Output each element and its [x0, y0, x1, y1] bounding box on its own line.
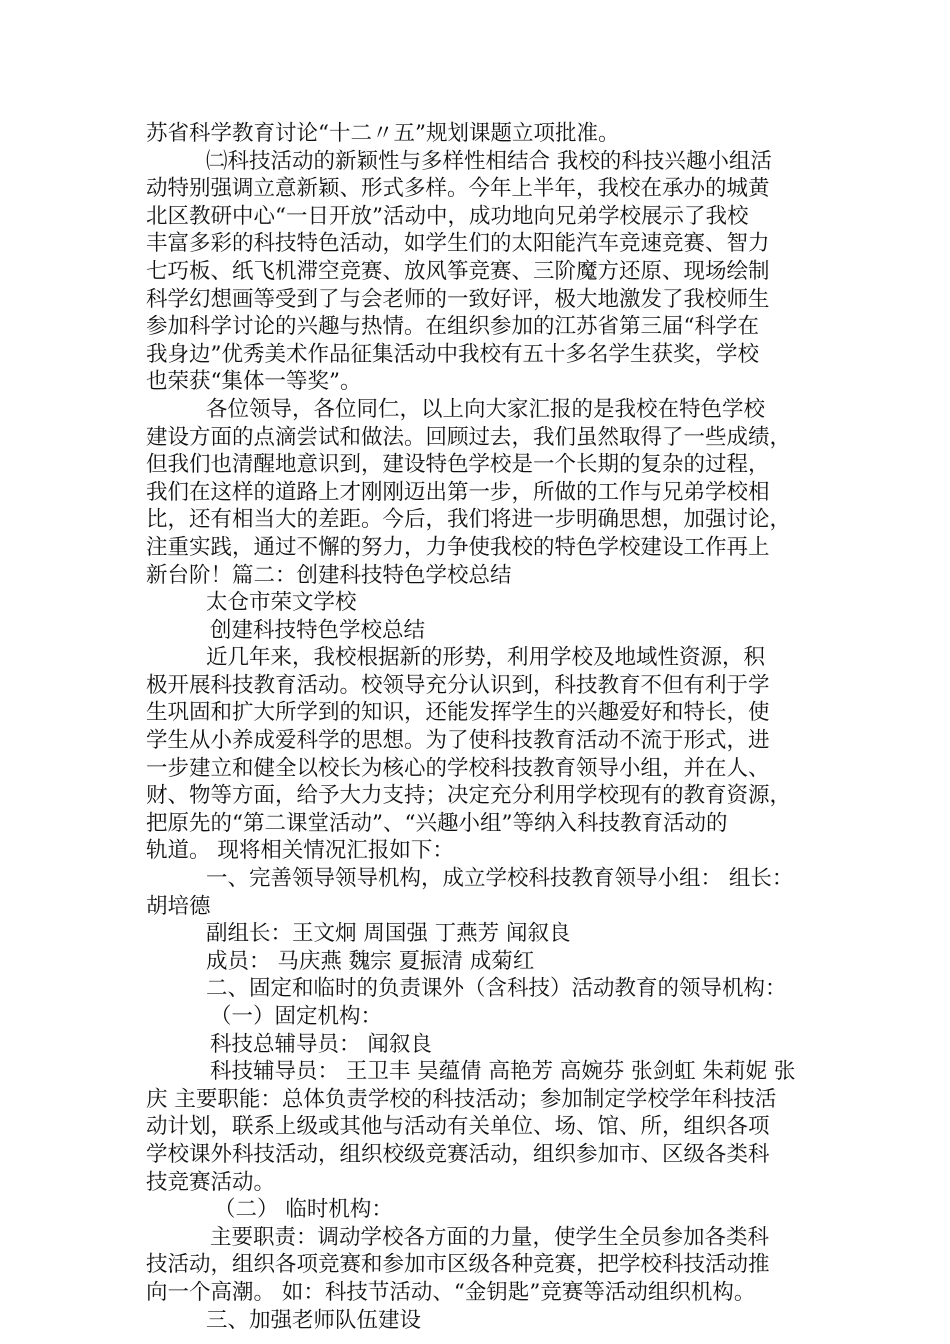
text-line: 学校课外科技活动，组织校级竞赛活动，组织参加市、区级各类科 — [146, 1141, 770, 1167]
text-line: 七巧板、纸飞机滞空竞赛、放风筝竞赛、三阶魔方还原、现场绘制 — [146, 258, 770, 284]
text-line: 把原先的“第二课堂活动”、“兴趣小组”等纳入科技教育活动的 — [146, 810, 728, 836]
text-line: 新台阶！篇二：创建科技特色学校总结 — [146, 562, 512, 588]
text-line: 科学幻想画等受到了与会老师的一致好评，极大地激发了我校师生 — [146, 286, 770, 312]
text-line: 苏省科学教育讨论“十二〃五”规划课题立项批准。 — [146, 121, 620, 146]
text-line: 成员： 马庆燕 魏宗 夏振清 成菊红 — [206, 948, 535, 974]
text-line: 三、加强老师队伍建设 — [206, 1307, 422, 1333]
text-line: （一）固定机构： — [210, 1004, 383, 1029]
text-line: 一、完善领导领导机构，成立学校科技教育领导小组： 组长： — [206, 866, 794, 892]
text-line: 创建科技特色学校总结 — [210, 617, 426, 643]
text-line: 极开展科技教育活动。校领导充分认识到，科技教育不但有利于学 — [146, 672, 770, 698]
text-line: 财、物等方面，给予大力支持；决定充分利用学校现有的教育资源， — [146, 783, 792, 809]
text-line: ㈡科技活动的新颖性与多样性相结合 我校的科技兴趣小组活 — [206, 148, 772, 174]
text-line: （二） 临时机构： — [214, 1197, 393, 1223]
text-line: 但我们也清醒地意识到，建设特色学校是一个长期的复杂的过程， — [146, 452, 770, 478]
text-line: 也荣获“集体一等奖”。 — [146, 369, 362, 395]
text-line: 副组长：王文炯 周国强 丁燕芳 闻叙良 — [206, 921, 571, 947]
text-line: 比，还有相当大的差距。今后，我们将进一步明确思想，加强讨论， — [146, 507, 792, 533]
text-line: 轨道。 现将相关情况汇报如下： — [146, 838, 454, 864]
text-line: 向一个高潮。 如：科技节活动、“金钥匙”竞赛等活动组织机构。 — [146, 1279, 756, 1305]
text-line: 太仓市荣文学校 — [206, 590, 357, 616]
text-line: 北区教研中心“一日开放”活动中，成功地向兄弟学校展示了我校 — [146, 203, 749, 229]
text-line: 参加科学讨论的兴趣与热情。在组织参加的江苏省第三届“科学在 — [146, 314, 759, 340]
text-line: 技竞赛活动。 — [146, 1169, 276, 1195]
text-line: 注重实践，通过不懈的努力，力争使我校的特色学校建设工作再上 — [146, 534, 770, 560]
text-line: 科技总辅导员： 闻叙良 — [210, 1031, 432, 1057]
text-line: 各位领导，各位同仁，以上向大家汇报的是我校在特色学校 — [206, 396, 766, 422]
text-line: 丰富多彩的科技特色活动，如学生们的太阳能汽车竞速竞赛、智力 — [146, 231, 770, 257]
text-line: 生巩固和扩大所学到的知识，还能发挥学生的兴趣爱好和特长，使 — [146, 700, 770, 726]
text-line: 科技辅导员： 王卫丰 吴蕴倩 高艳芳 高婉芬 张剑虹 朱莉妮 张 — [210, 1059, 796, 1085]
text-line: 庆 主要职能：总体负责学校的科技活动；参加制定学校学年科技活 — [146, 1086, 777, 1112]
text-line: 我身边”优秀美术作品征集活动中我校有五十多名学生获奖，学校 — [146, 341, 759, 367]
text-line: 近几年来，我校根据新的形势，利用学校及地域性资源，积 — [206, 645, 766, 671]
text-line: 动计划，联系上级或其他与活动有关单位、场、馆、所，组织各项 — [146, 1114, 770, 1140]
text-line: 主要职责：调动学校各方面的力量，使学生全员参加各类科 — [210, 1224, 770, 1250]
text-line: 二、固定和临时的负责课外（含科技）活动教育的领导机构： — [206, 976, 787, 1002]
text-line: 技活动，组织各项竞赛和参加市区级各种竞赛，把学校科技活动推 — [146, 1252, 770, 1278]
text-line: 一步建立和健全以校长为核心的学校科技教育领导小组，并在人、 — [146, 755, 770, 781]
text-line: 建设方面的点滴尝试和做法。回顾过去，我们虽然取得了一些成绩， — [146, 424, 792, 450]
text-line: 动特别强调立意新颖、形式多样。今年上半年，我校在承办的城黄 — [146, 176, 770, 202]
text-line: 学生从小养成爱科学的思想。为了使科技教育活动不流于形式，进 — [146, 728, 770, 754]
text-line: 胡培德 — [146, 893, 211, 919]
document-body — [146, 120, 826, 1334]
text-line: 我们在这样的道路上才刚刚迈出第一步，所做的工作与兄弟学校相 — [146, 479, 770, 505]
